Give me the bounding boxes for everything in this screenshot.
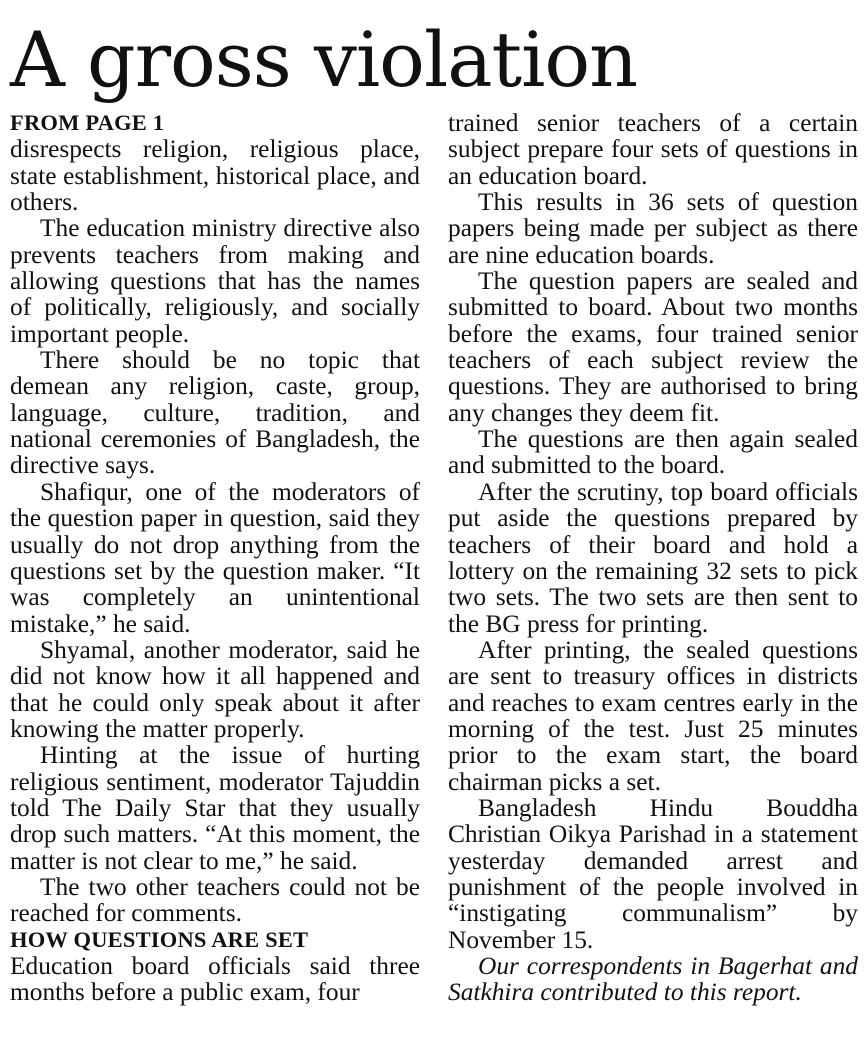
body-paragraph: trained senior teachers of a certain subject prepare four sets of questions in an education board. xyxy=(448,109,858,190)
subhead: HOW QUESTIONS ARE SET xyxy=(10,926,309,952)
body-paragraph: After printing, the sealed questions are sent to treasury offices in districts and reaches to exam centres early in the morning of the test. Just 25 minutes prior to the exam start, the board chairman picks a set. xyxy=(448,635,858,796)
body-paragraph: Shyamal, another moderator, said he did not know how it all happened and that he could only speak about it after knowing the matter properly. xyxy=(10,635,420,743)
body-paragraph: This results in 36 sets of question papers being made per subject as there are nine education boards. xyxy=(448,188,858,269)
body-paragraph: Shafiqur, one of the moderators of the question paper in question, said they usually do not drop anything from the questions set by the question maker. “It was completely an unintentional mistake,” he said. xyxy=(10,477,420,638)
body-paragraph: Bangladesh Hindu Bouddha Christian Oikya Parishad in a statement yesterday demanded arrest and punishment of the people involved in “instigating communalism” by November 15. xyxy=(448,793,858,954)
body-paragraph: The questions are then again sealed and submitted to the board. xyxy=(448,425,858,480)
body-paragraph: disrespects religion, religious place, state establishment, historical place, and others. xyxy=(10,135,420,217)
body-paragraph: Hinting at the issue of hurting religious sentiment, moderator Tajuddin told The Daily Star that they usually drop such matters. “At this moment, the matter is not clear to me,” he said. xyxy=(10,741,420,875)
body-paragraph: Education board officials said three months before a public exam, four xyxy=(10,952,420,1007)
body-paragraph: The two other teachers could not be reached for comments. xyxy=(10,872,420,928)
article-column-left xyxy=(10,110,420,1006)
article-column-right xyxy=(448,110,858,1006)
body-paragraph: There should be no topic that demean any religion, caste, group, language, culture, tradition, and national ceremonies of Bangladesh, the directive says. xyxy=(10,346,420,480)
body-paragraph: After the scrutiny, top board officials put aside the questions prepared by teachers of their board and hold a lottery on the remaining 32 sets to pick two sets. The two sets are then sent to the BG press for printing. xyxy=(448,477,858,638)
body-paragraph: The question papers are sealed and submitted to board. About two months before the exams, four trained senior teachers of each subject review the questions. They are authorised to bring any changes they deem fit. xyxy=(448,267,858,427)
credit-line: Our correspondents in Bagerhat and Satkhira contributed to this report. xyxy=(448,952,858,1007)
headline: A gross violation xyxy=(10,15,638,104)
jump-label: FROM PAGE 1 xyxy=(10,110,165,135)
body-paragraph: The education ministry directive also prevents teachers from making and allowing questions that has the names of politically, religiously, and socially important people. xyxy=(10,214,420,348)
